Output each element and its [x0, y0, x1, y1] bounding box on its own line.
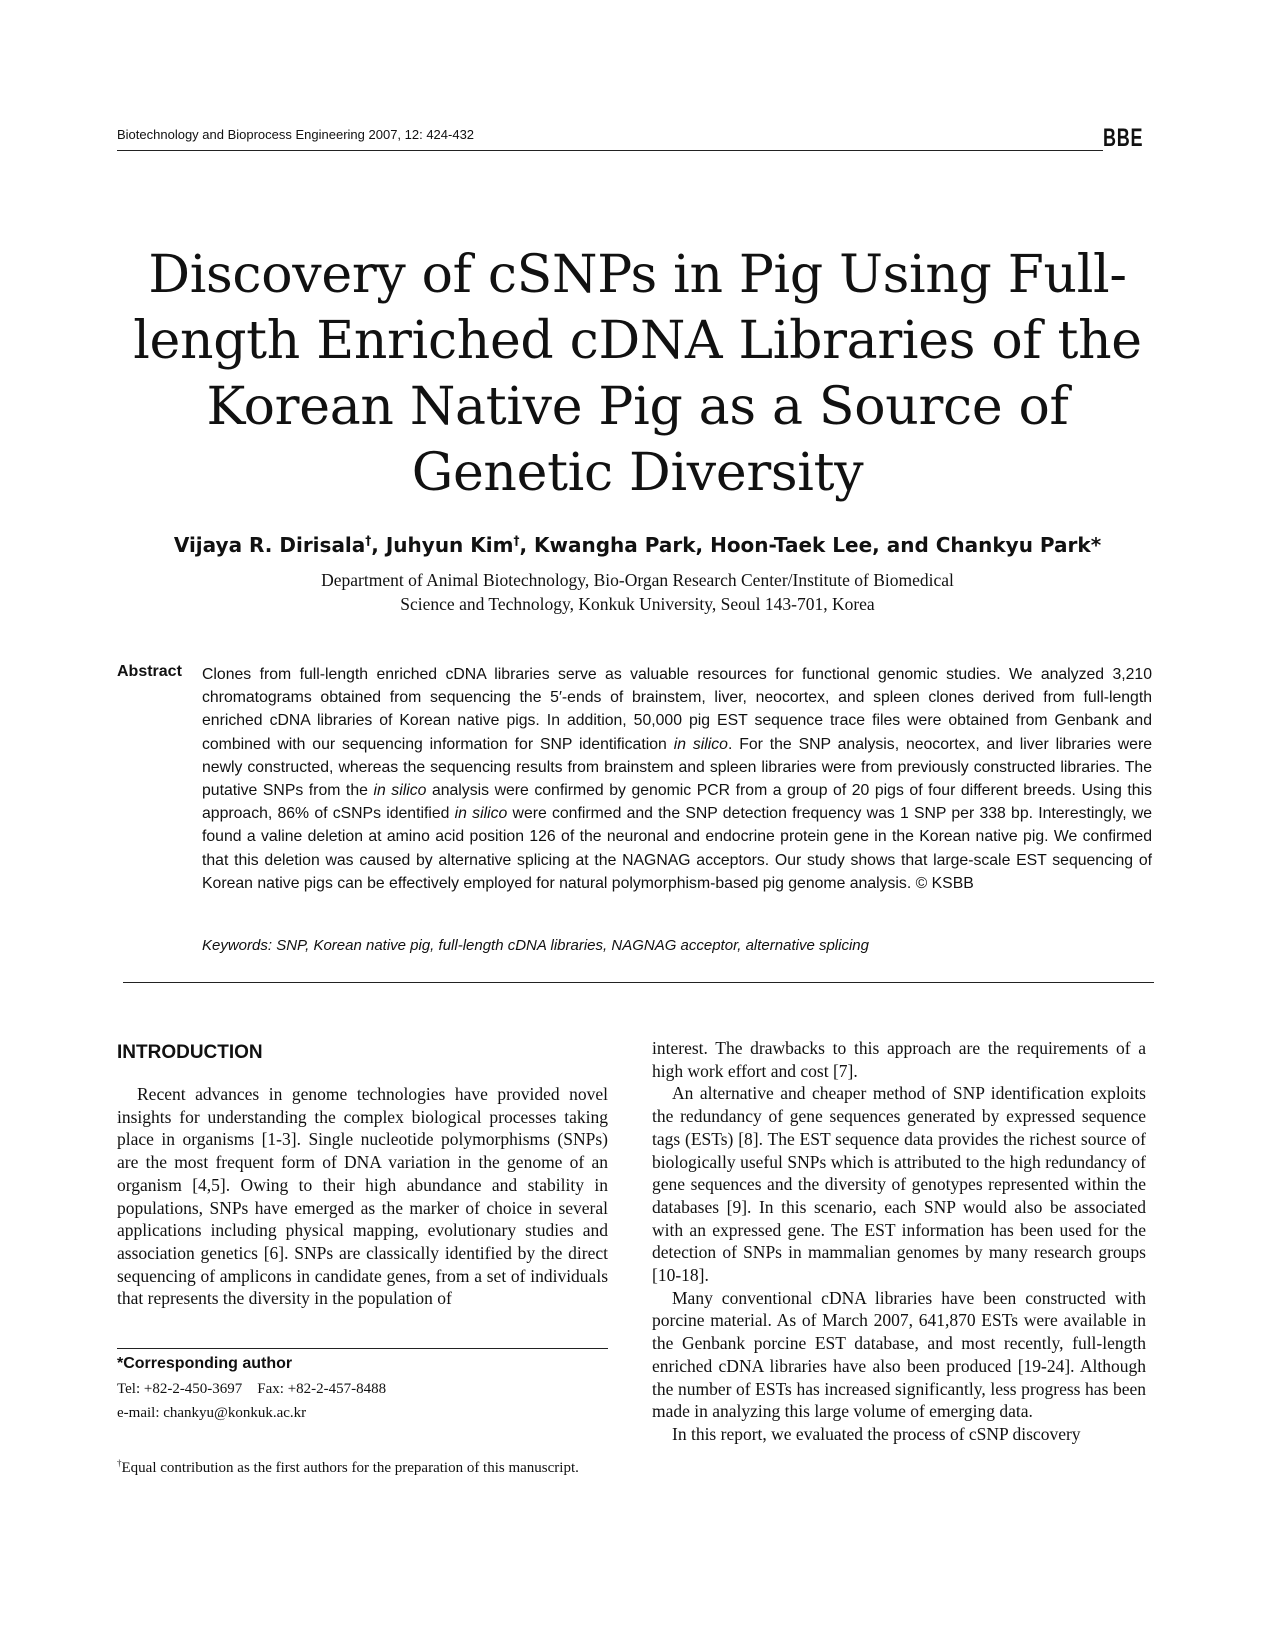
footnote-rule — [117, 1348, 608, 1349]
author-2: , Juhyun Kim — [371, 533, 514, 557]
paragraph: In this report, we evaluated the process of cSNP discovery — [672, 1423, 1081, 1444]
equal-contribution-text: Equal contribution as the first authors for the preparation of this manuscript. — [121, 1460, 579, 1476]
paragraph: Recent advances in genome technologies have provided novel insights for understanding the complex biological processes taking place in organisms [1-3]. Single nucleotide polymorphisms (SNPs) are the most frequent form of DNA variation in the genome of an organism [4,5]. Owing to their high abundance and stability in populations, SNPs have emerged as the marker of choice in several applications including physical mapping, evolutionary studies and association genetics [6]. SNPs are classically identified by the direct sequencing of amplicons in candidate genes, from a set of individuals that represents the diversity in the population of — [117, 1084, 608, 1309]
abstract-italic: in silico — [373, 782, 427, 800]
abstract-label: Abstract — [117, 663, 182, 680]
abstract-segment: Clones from full-length enriched cDNA libraries serve as valuable resources for functional genomic studies. We analyzed 3,210 chromatograms obtained from sequencing the 5′-ends of brainstem, liver, neocortex, and spleen clones derived from full-length enriched cDNA libraries of Korean native pigs. In addition, 50,000 pig EST sequence trace files were obtained from Genbank and combined with our sequencing information for SNP identification — [202, 666, 1152, 753]
abstract-text — [202, 663, 1152, 895]
paragraph: interest. The drawbacks to this approach are the requirements of a high work effort and cost [7]. — [652, 1038, 1146, 1081]
paragraph: Many conventional cDNA libraries have been constructed with porcine material. As of March 2007, 641,870 ESTs were available in the Genbank porcine EST database, and most recently, full-length enriched cDNA libraries have also been produced [19-24]. Although the number of ESTs has increased significantly, less progress has been made in analyzing this large volume of emerging data. — [652, 1287, 1146, 1422]
contact-phone-fax: Tel: +82-2-450-3697 Fax: +82-2-457-8488 — [117, 1381, 387, 1397]
dagger-mark: † — [513, 533, 520, 548]
affiliation-line-1: Department of Animal Biotechnology, Bio-Organ Research Center/Institute of Biomedical — [321, 570, 954, 590]
journal-logo: BBE — [1103, 124, 1144, 152]
author-list — [100, 533, 1175, 557]
contact-email: e-mail: chankyu@konkuk.ac.kr — [117, 1405, 307, 1421]
abstract-italic: in silico — [454, 805, 508, 823]
keywords: Keywords: SNP, Korean native pig, full-length cDNA libraries, NAGNAG acceptor, alternative splicing — [202, 937, 869, 954]
paper-title: Discovery of cSNPs in Pig Using Full-length Enriched cDNA Libraries of the Korean Native Pig as a Source of Genetic Diversity — [133, 245, 1142, 503]
section-rule — [123, 982, 1154, 983]
author-1: Vijaya R. Dirisala — [173, 533, 366, 557]
header-rule — [117, 150, 1103, 151]
affiliation-line-2: Science and Technology, Konkuk University, Seoul 143-701, Korea — [400, 594, 875, 614]
dagger-mark: † — [117, 1458, 122, 1468]
author-rest: , Kwangha Park, Hoon-Taek Lee, and Chankyu Park* — [519, 533, 1102, 557]
abstract-segment: were confirmed and the SNP detection frequency was 1 SNP per 338 bp. Interestingly, we found a valine deletion at amino acid position 126 of the neuronal and endocrine protein gene in the Korean native pig. We confirmed that this deletion was caused by alternative splicing at the NAGNAG acceptors. Our study shows that large-scale EST sequencing of Korean native pigs can be effectively employed for natural polymorphism-based pig genome analysis. © KSBB — [202, 805, 1153, 892]
running-header: Biotechnology and Bioprocess Engineering 2007, 12: 424-432 — [117, 127, 475, 142]
section-heading-introduction: INTRODUCTION — [117, 1042, 263, 1063]
dagger-mark: † — [365, 533, 372, 548]
abstract-segment: analysis were confirmed by genomic PCR from a group of 20 pigs of four different breeds. Using this approach, 86% of cSNPs identified — [202, 782, 1152, 823]
paragraph: An alternative and cheaper method of SNP identification exploits the redundancy of gene sequences generated by expressed sequence tags (ESTs) [8]. The EST sequence data provides the richest source of biologically useful SNPs which is attributed to the high redundancy of gene sequences and the diversity of genotypes represented within the databases [9]. In this scenario, each SNP would also be associated with an expressed gene. The EST information has been used for the detection of SNPs in mammalian genomes by many research groups [10-18]. — [652, 1083, 1146, 1286]
abstract-italic: in silico — [673, 735, 728, 753]
right-column — [652, 1037, 1146, 1446]
abstract-segment: . For the SNP analysis, neocortex, and liver libraries were newly constructed, whereas the sequencing results from brainstem and spleen libraries were from previously constructed libraries. The putative SNPs from the — [202, 735, 1152, 800]
equal-contribution-note — [117, 1451, 608, 1480]
affiliation — [200, 568, 1075, 616]
corresponding-author-label: *Corresponding author — [117, 1355, 293, 1372]
left-column — [117, 1083, 608, 1310]
